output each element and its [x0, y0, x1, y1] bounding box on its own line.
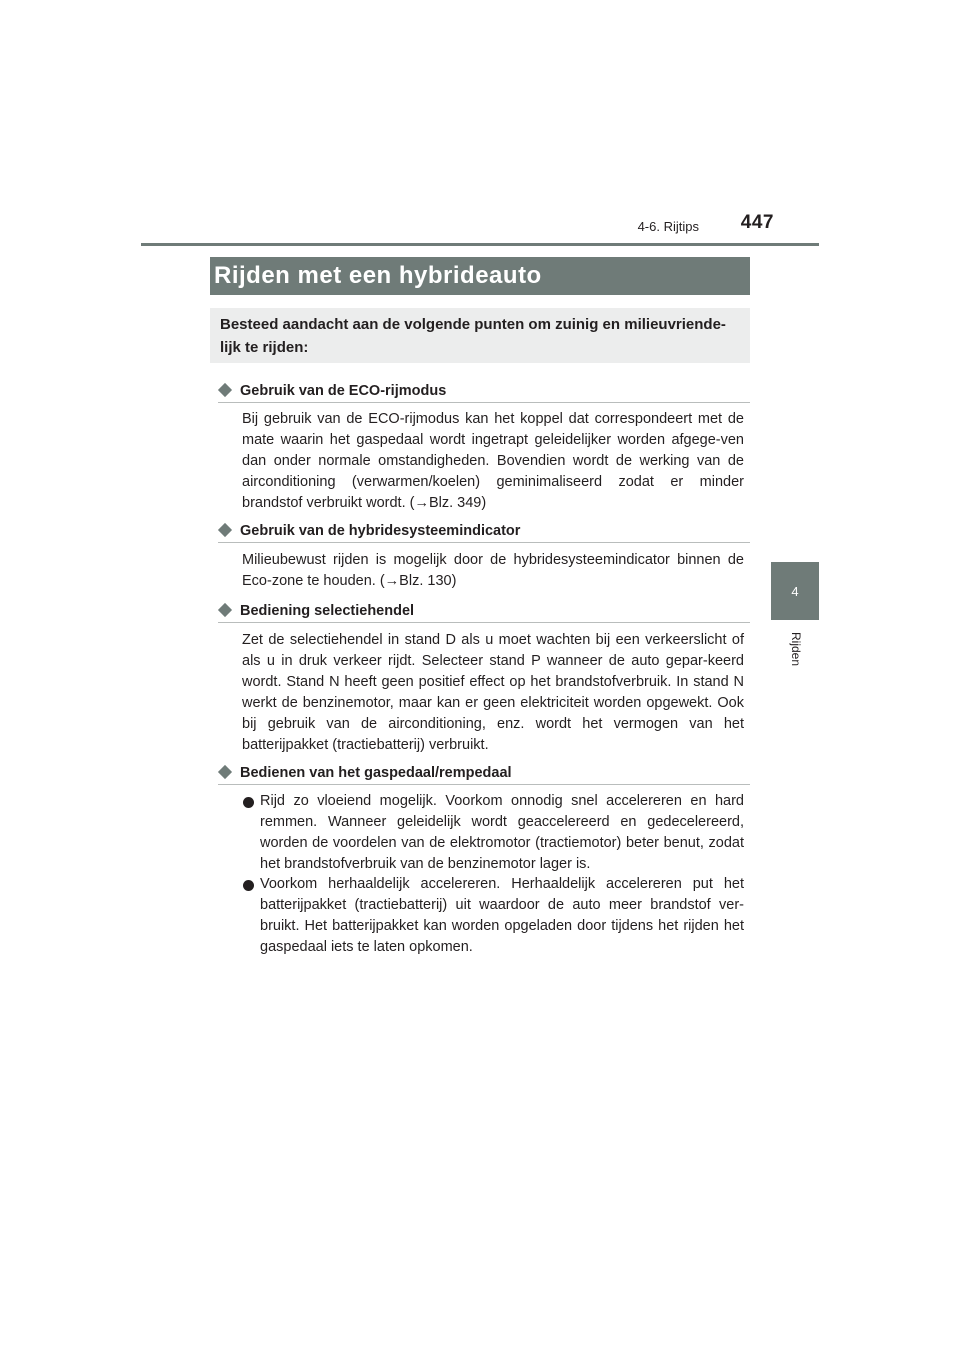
section-title: Bediening selectiehendel [240, 603, 415, 619]
section-heading [218, 523, 750, 543]
chapter-label: Rijden [789, 632, 803, 667]
diamond-icon [218, 765, 232, 779]
header-rule [141, 243, 819, 246]
diamond-icon [218, 383, 232, 397]
list-item [242, 874, 744, 958]
chapter-number: 4 [791, 583, 799, 599]
list-item [242, 791, 744, 875]
bullet-icon [243, 797, 254, 808]
bullet-icon [243, 880, 254, 891]
section-title: Bedienen van het gaspedaal/rempedaal [240, 765, 512, 781]
section-heading [218, 765, 750, 785]
section-text: Zet de selectiehendel in stand D als u moet wachten bij een verkeerslicht of als u in druk verkeer rijdt. Selecteer stand P wanneer de auto gepar-keerd wordt. Stand N heeft geen positief effect op het brandstofverbruik. In stand N werkt de benzinemotor, maar kan er geen elektriciteit worden opgewekt. Ook bij gebruik van de airconditioning, enz. wordt het vermogen van het batterijpakket (tractiebatterij) verbruikt. [242, 632, 744, 753]
section-title: Gebruik van de ECO-rijmodus [240, 383, 447, 399]
page-title: Rijden met een hybrideauto [210, 257, 750, 295]
page-number: 447 [740, 212, 774, 233]
section-heading [218, 383, 750, 403]
header-section-label: 4-6. Rijtips [637, 219, 699, 234]
section-text: Milieubewust rijden is mogelijk door de hybridesysteemindicator binnen de Eco-zone te houden. (→Blz. 130) [242, 552, 744, 589]
section-title: Gebruik van de hybridesysteemindicator [240, 523, 521, 539]
intro-box: Besteed aandacht aan de volgende punten om zuinig en milieuvriende-lijk te rijden: [210, 308, 750, 363]
section-heading [218, 603, 750, 623]
diamond-icon [218, 603, 232, 617]
list-item-text: Rijd zo vloeiend mogelijk. Voorkom onnodig snel accelereren en hard remmen. Wanneer geleidelijk wordt geaccelereerd en gedecelereerd, worden de voordelen van de elektromotor (tractiemotor) beter benut, zodat het brandstofverbruik van de benzinemotor lager is. [260, 793, 744, 872]
diamond-icon [218, 523, 232, 537]
list-item-text: Voorkom herhaaldelijk accelereren. Herhaaldelijk accelereren put het batterijpakket (tractiebatterij) uit waardoor de auto meer brandstof ver-bruikt. Het batterijpakket kan worden opgeladen door tijdens het rijden het gaspedaal iets te laten opkomen. [260, 876, 744, 955]
chapter-tab [771, 562, 819, 620]
section-text: Bij gebruik van de ECO-rijmodus kan het koppel dat correspondeert met de mate waarin het gaspedaal wordt ingetrapt geleidelijker worden afgege-ven dan onder normale omstandigheden. Bovendien wordt de werking van de airconditioning (verwarmen/koelen) geminimaliseerd zodat er minder brandstof verbruikt wordt. (→Blz. 349) [242, 411, 744, 511]
